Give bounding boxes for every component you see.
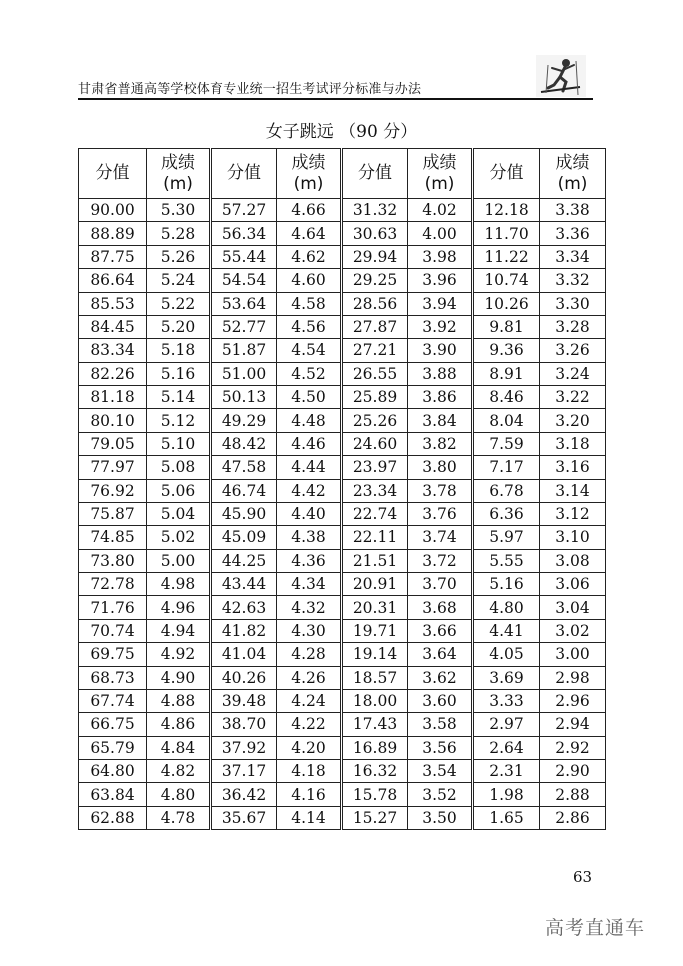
score-cell: 1.65 bbox=[473, 806, 540, 829]
header-title: 甘肃省普通高等学校体育专业统一招生考试评分标准与办法 bbox=[78, 82, 422, 97]
result-cell: 3.26 bbox=[540, 339, 606, 362]
result-cell: 3.06 bbox=[540, 573, 606, 596]
result-cell: 4.28 bbox=[277, 643, 342, 666]
result-cell: 4.24 bbox=[277, 689, 342, 712]
result-cell: 5.24 bbox=[147, 269, 211, 292]
result-cell: 4.30 bbox=[277, 619, 342, 642]
score-cell: 26.55 bbox=[342, 362, 408, 385]
score-cell: 90.00 bbox=[79, 199, 147, 222]
score-cell: 51.00 bbox=[211, 362, 277, 385]
score-cell: 69.75 bbox=[79, 643, 147, 666]
result-cell: 4.66 bbox=[277, 199, 342, 222]
result-cell: 3.08 bbox=[540, 549, 606, 572]
table-row bbox=[79, 245, 606, 268]
result-cell: 3.04 bbox=[540, 596, 606, 619]
score-cell: 85.53 bbox=[79, 292, 147, 315]
score-cell: 3.33 bbox=[473, 689, 540, 712]
result-cell: 4.36 bbox=[277, 549, 342, 572]
score-cell: 9.81 bbox=[473, 315, 540, 338]
result-cell: 5.08 bbox=[147, 456, 211, 479]
score-cell: 35.67 bbox=[211, 806, 277, 829]
score-cell: 29.94 bbox=[342, 245, 408, 268]
score-cell: 44.25 bbox=[211, 549, 277, 572]
result-cell: 5.02 bbox=[147, 526, 211, 549]
score-cell: 47.58 bbox=[211, 456, 277, 479]
table-row bbox=[79, 526, 606, 549]
result-cell: 5.18 bbox=[147, 339, 211, 362]
score-cell: 27.87 bbox=[342, 315, 408, 338]
table-row bbox=[79, 339, 606, 362]
result-cell: 4.82 bbox=[147, 760, 211, 783]
result-cell: 4.50 bbox=[277, 386, 342, 409]
result-cell: 3.32 bbox=[540, 269, 606, 292]
result-cell: 4.48 bbox=[277, 409, 342, 432]
table-title bbox=[0, 117, 683, 142]
score-cell: 15.78 bbox=[342, 783, 408, 806]
score-cell: 37.17 bbox=[211, 760, 277, 783]
result-cell: 3.96 bbox=[408, 269, 473, 292]
result-cell: 5.28 bbox=[147, 222, 211, 245]
score-cell: 67.74 bbox=[79, 689, 147, 712]
score-cell: 18.57 bbox=[342, 666, 408, 689]
score-cell: 82.26 bbox=[79, 362, 147, 385]
table-row bbox=[79, 479, 606, 502]
result-cell: 4.80 bbox=[147, 783, 211, 806]
result-cell: 3.38 bbox=[540, 199, 606, 222]
result-cell: 3.14 bbox=[540, 479, 606, 502]
score-cell: 39.48 bbox=[211, 689, 277, 712]
score-cell: 55.44 bbox=[211, 245, 277, 268]
score-cell: 56.34 bbox=[211, 222, 277, 245]
header-result-unit: (m) bbox=[557, 173, 588, 194]
table-title-paren: （90 分） bbox=[339, 122, 418, 142]
table-row bbox=[79, 199, 606, 222]
result-cell: 3.82 bbox=[408, 432, 473, 455]
result-cell: 4.60 bbox=[277, 269, 342, 292]
score-cell: 40.26 bbox=[211, 666, 277, 689]
result-cell: 3.78 bbox=[408, 479, 473, 502]
score-cell: 74.85 bbox=[79, 526, 147, 549]
result-cell: 3.80 bbox=[408, 456, 473, 479]
score-cell: 2.64 bbox=[473, 736, 540, 759]
result-cell: 4.54 bbox=[277, 339, 342, 362]
score-cell: 8.46 bbox=[473, 386, 540, 409]
score-cell: 4.05 bbox=[473, 643, 540, 666]
result-cell: 3.64 bbox=[408, 643, 473, 666]
table-row bbox=[79, 596, 606, 619]
result-cell: 4.42 bbox=[277, 479, 342, 502]
table-row bbox=[79, 783, 606, 806]
score-cell: 25.26 bbox=[342, 409, 408, 432]
score-cell: 30.63 bbox=[342, 222, 408, 245]
table-row bbox=[79, 456, 606, 479]
header-score: 分值 bbox=[79, 149, 147, 199]
result-cell: 3.00 bbox=[540, 643, 606, 666]
score-cell: 27.21 bbox=[342, 339, 408, 362]
result-cell: 4.18 bbox=[277, 760, 342, 783]
table-row bbox=[79, 409, 606, 432]
table-row bbox=[79, 315, 606, 338]
result-cell: 5.26 bbox=[147, 245, 211, 268]
score-cell: 29.25 bbox=[342, 269, 408, 292]
table-row bbox=[79, 760, 606, 783]
table-row bbox=[79, 292, 606, 315]
score-cell: 24.60 bbox=[342, 432, 408, 455]
result-cell: 4.52 bbox=[277, 362, 342, 385]
result-cell: 3.66 bbox=[408, 619, 473, 642]
score-cell: 46.74 bbox=[211, 479, 277, 502]
score-cell: 73.80 bbox=[79, 549, 147, 572]
score-cell: 57.27 bbox=[211, 199, 277, 222]
score-cell: 2.97 bbox=[473, 713, 540, 736]
score-cell: 9.36 bbox=[473, 339, 540, 362]
result-cell: 2.96 bbox=[540, 689, 606, 712]
header-score: 分值 bbox=[342, 149, 408, 199]
result-cell: 2.92 bbox=[540, 736, 606, 759]
result-cell: 3.62 bbox=[408, 666, 473, 689]
score-cell: 41.82 bbox=[211, 619, 277, 642]
header-result-label: 成绩 bbox=[161, 152, 195, 173]
result-cell: 3.76 bbox=[408, 502, 473, 525]
result-cell: 4.02 bbox=[408, 199, 473, 222]
score-cell: 17.43 bbox=[342, 713, 408, 736]
score-cell: 1.98 bbox=[473, 783, 540, 806]
table-row bbox=[79, 432, 606, 455]
score-cell: 5.55 bbox=[473, 549, 540, 572]
score-cell: 5.97 bbox=[473, 526, 540, 549]
result-cell: 3.50 bbox=[408, 806, 473, 829]
score-cell: 84.45 bbox=[79, 315, 147, 338]
table-row bbox=[79, 689, 606, 712]
score-cell: 22.74 bbox=[342, 502, 408, 525]
table-row bbox=[79, 643, 606, 666]
result-cell: 3.54 bbox=[408, 760, 473, 783]
result-cell: 4.62 bbox=[277, 245, 342, 268]
result-cell: 2.88 bbox=[540, 783, 606, 806]
result-cell: 3.30 bbox=[540, 292, 606, 315]
result-cell: 2.94 bbox=[540, 713, 606, 736]
result-cell: 4.92 bbox=[147, 643, 211, 666]
table-row bbox=[79, 666, 606, 689]
score-cell: 49.29 bbox=[211, 409, 277, 432]
result-cell: 3.34 bbox=[540, 245, 606, 268]
result-cell: 5.06 bbox=[147, 479, 211, 502]
score-cell: 22.11 bbox=[342, 526, 408, 549]
result-cell: 3.16 bbox=[540, 456, 606, 479]
result-cell: 5.04 bbox=[147, 502, 211, 525]
result-cell: 4.86 bbox=[147, 713, 211, 736]
header-result bbox=[277, 149, 342, 199]
table-row bbox=[79, 806, 606, 829]
result-cell: 5.30 bbox=[147, 199, 211, 222]
result-cell: 5.20 bbox=[147, 315, 211, 338]
result-cell: 5.22 bbox=[147, 292, 211, 315]
score-cell: 31.32 bbox=[342, 199, 408, 222]
score-cell: 70.74 bbox=[79, 619, 147, 642]
score-cell: 4.41 bbox=[473, 619, 540, 642]
score-cell: 65.79 bbox=[79, 736, 147, 759]
score-cell: 19.14 bbox=[342, 643, 408, 666]
result-cell: 3.22 bbox=[540, 386, 606, 409]
score-cell: 4.80 bbox=[473, 596, 540, 619]
header-result bbox=[147, 149, 211, 199]
result-cell: 3.24 bbox=[540, 362, 606, 385]
score-cell: 8.91 bbox=[473, 362, 540, 385]
result-cell: 3.90 bbox=[408, 339, 473, 362]
score-cell: 64.80 bbox=[79, 760, 147, 783]
result-cell: 4.34 bbox=[277, 573, 342, 596]
result-cell: 2.98 bbox=[540, 666, 606, 689]
score-cell: 63.84 bbox=[79, 783, 147, 806]
score-cell: 81.18 bbox=[79, 386, 147, 409]
result-cell: 3.52 bbox=[408, 783, 473, 806]
result-cell: 3.74 bbox=[408, 526, 473, 549]
table-row bbox=[79, 549, 606, 572]
score-cell: 28.56 bbox=[342, 292, 408, 315]
result-cell: 3.88 bbox=[408, 362, 473, 385]
score-cell: 51.87 bbox=[211, 339, 277, 362]
result-cell: 5.14 bbox=[147, 386, 211, 409]
header-result-label: 成绩 bbox=[291, 152, 326, 173]
table-row bbox=[79, 713, 606, 736]
score-cell: 8.04 bbox=[473, 409, 540, 432]
score-cell: 45.90 bbox=[211, 502, 277, 525]
result-cell: 4.26 bbox=[277, 666, 342, 689]
result-cell: 4.38 bbox=[277, 526, 342, 549]
result-cell: 4.46 bbox=[277, 432, 342, 455]
score-cell: 19.71 bbox=[342, 619, 408, 642]
score-cell: 20.91 bbox=[342, 573, 408, 596]
result-cell: 3.28 bbox=[540, 315, 606, 338]
result-cell: 4.32 bbox=[277, 596, 342, 619]
score-cell: 54.54 bbox=[211, 269, 277, 292]
skier-logo-icon bbox=[536, 55, 586, 97]
header-result-unit: (m) bbox=[424, 173, 455, 194]
table-row bbox=[79, 386, 606, 409]
score-cell: 15.27 bbox=[342, 806, 408, 829]
result-cell: 4.64 bbox=[277, 222, 342, 245]
result-cell: 4.44 bbox=[277, 456, 342, 479]
score-cell: 20.31 bbox=[342, 596, 408, 619]
score-cell: 37.92 bbox=[211, 736, 277, 759]
header-rule bbox=[78, 98, 593, 100]
result-cell: 4.58 bbox=[277, 292, 342, 315]
score-cell: 18.00 bbox=[342, 689, 408, 712]
watermark: 高考直通车 bbox=[545, 917, 646, 939]
score-cell: 45.09 bbox=[211, 526, 277, 549]
table-title-main: 女子跳远 bbox=[265, 122, 334, 142]
result-cell: 4.56 bbox=[277, 315, 342, 338]
score-cell: 7.59 bbox=[473, 432, 540, 455]
result-cell: 4.00 bbox=[408, 222, 473, 245]
score-cell: 52.77 bbox=[211, 315, 277, 338]
score-cell: 38.70 bbox=[211, 713, 277, 736]
result-cell: 3.98 bbox=[408, 245, 473, 268]
score-cell: 43.44 bbox=[211, 573, 277, 596]
result-cell: 3.70 bbox=[408, 573, 473, 596]
result-cell: 2.90 bbox=[540, 760, 606, 783]
score-cell: 5.16 bbox=[473, 573, 540, 596]
result-cell: 5.10 bbox=[147, 432, 211, 455]
page-number: 63 bbox=[573, 868, 593, 886]
result-cell: 5.12 bbox=[147, 409, 211, 432]
header-score: 分值 bbox=[211, 149, 277, 199]
score-cell: 42.63 bbox=[211, 596, 277, 619]
table-header-row bbox=[79, 149, 606, 199]
score-cell: 76.92 bbox=[79, 479, 147, 502]
header-result bbox=[540, 149, 606, 199]
result-cell: 3.12 bbox=[540, 502, 606, 525]
result-cell: 3.02 bbox=[540, 619, 606, 642]
score-cell: 62.88 bbox=[79, 806, 147, 829]
score-cell: 10.26 bbox=[473, 292, 540, 315]
result-cell: 3.94 bbox=[408, 292, 473, 315]
result-cell: 3.10 bbox=[540, 526, 606, 549]
result-cell: 4.84 bbox=[147, 736, 211, 759]
score-cell: 68.73 bbox=[79, 666, 147, 689]
score-cell: 50.13 bbox=[211, 386, 277, 409]
score-cell: 66.75 bbox=[79, 713, 147, 736]
result-cell: 3.72 bbox=[408, 549, 473, 572]
score-cell: 72.78 bbox=[79, 573, 147, 596]
score-cell: 53.64 bbox=[211, 292, 277, 315]
score-cell: 6.78 bbox=[473, 479, 540, 502]
score-cell: 87.75 bbox=[79, 245, 147, 268]
score-cell: 16.32 bbox=[342, 760, 408, 783]
score-cell: 77.97 bbox=[79, 456, 147, 479]
score-cell: 48.42 bbox=[211, 432, 277, 455]
table-row bbox=[79, 736, 606, 759]
score-cell: 36.42 bbox=[211, 783, 277, 806]
result-cell: 3.92 bbox=[408, 315, 473, 338]
result-cell: 3.68 bbox=[408, 596, 473, 619]
header-result-label: 成绩 bbox=[555, 152, 590, 173]
score-cell: 11.22 bbox=[473, 245, 540, 268]
score-table bbox=[78, 148, 606, 830]
header-result bbox=[408, 149, 473, 199]
score-cell: 3.69 bbox=[473, 666, 540, 689]
result-cell: 4.94 bbox=[147, 619, 211, 642]
table-row bbox=[79, 619, 606, 642]
result-cell: 3.18 bbox=[540, 432, 606, 455]
score-cell: 6.36 bbox=[473, 502, 540, 525]
result-cell: 4.90 bbox=[147, 666, 211, 689]
score-cell: 79.05 bbox=[79, 432, 147, 455]
score-cell: 41.04 bbox=[211, 643, 277, 666]
score-cell: 86.64 bbox=[79, 269, 147, 292]
score-cell: 80.10 bbox=[79, 409, 147, 432]
score-cell: 12.18 bbox=[473, 199, 540, 222]
result-cell: 4.78 bbox=[147, 806, 211, 829]
result-cell: 2.86 bbox=[540, 806, 606, 829]
result-cell: 3.60 bbox=[408, 689, 473, 712]
result-cell: 5.00 bbox=[147, 549, 211, 572]
result-cell: 3.86 bbox=[408, 386, 473, 409]
table-row bbox=[79, 573, 606, 596]
score-cell: 71.76 bbox=[79, 596, 147, 619]
score-cell: 88.89 bbox=[79, 222, 147, 245]
result-cell: 4.14 bbox=[277, 806, 342, 829]
result-cell: 4.96 bbox=[147, 596, 211, 619]
header-result-unit: (m) bbox=[293, 173, 324, 194]
score-cell: 23.97 bbox=[342, 456, 408, 479]
header-result-label: 成绩 bbox=[422, 152, 457, 173]
header-score: 分值 bbox=[473, 149, 540, 199]
result-cell: 5.16 bbox=[147, 362, 211, 385]
result-cell: 4.22 bbox=[277, 713, 342, 736]
result-cell: 4.88 bbox=[147, 689, 211, 712]
result-cell: 4.20 bbox=[277, 736, 342, 759]
score-cell: 2.31 bbox=[473, 760, 540, 783]
table-row bbox=[79, 362, 606, 385]
table-row bbox=[79, 269, 606, 292]
result-cell: 4.16 bbox=[277, 783, 342, 806]
score-cell: 21.51 bbox=[342, 549, 408, 572]
score-cell: 23.34 bbox=[342, 479, 408, 502]
score-cell: 25.89 bbox=[342, 386, 408, 409]
header-result-unit: (m) bbox=[163, 173, 193, 194]
score-cell: 10.74 bbox=[473, 269, 540, 292]
result-cell: 4.40 bbox=[277, 502, 342, 525]
result-cell: 3.36 bbox=[540, 222, 606, 245]
result-cell: 3.58 bbox=[408, 713, 473, 736]
score-cell: 7.17 bbox=[473, 456, 540, 479]
result-cell: 4.98 bbox=[147, 573, 211, 596]
result-cell: 3.56 bbox=[408, 736, 473, 759]
score-cell: 75.87 bbox=[79, 502, 147, 525]
table-row bbox=[79, 222, 606, 245]
result-cell: 3.20 bbox=[540, 409, 606, 432]
table-row bbox=[79, 502, 606, 525]
score-cell: 83.34 bbox=[79, 339, 147, 362]
result-cell: 3.84 bbox=[408, 409, 473, 432]
score-cell: 16.89 bbox=[342, 736, 408, 759]
score-cell: 11.70 bbox=[473, 222, 540, 245]
